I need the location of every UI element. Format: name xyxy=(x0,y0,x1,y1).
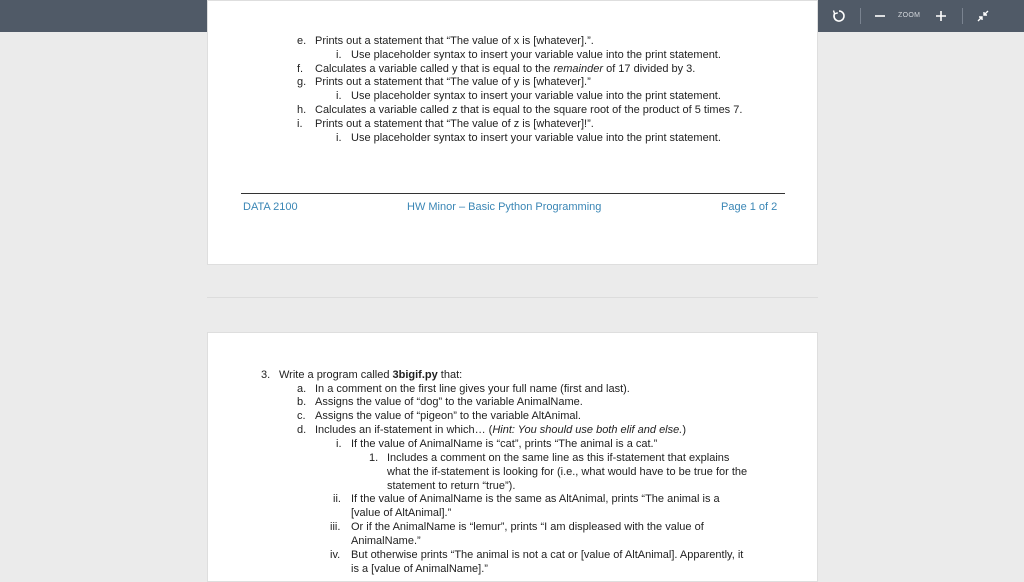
footer-page-number: Page 1 of 2 xyxy=(721,201,778,213)
zoom-label: ZOOM xyxy=(898,12,921,19)
list-marker: i. xyxy=(336,49,342,61)
list-item-continuation: AnimalName.” xyxy=(351,535,421,547)
list-item: Prints out a statement that “The value of z is [whatever]!”. xyxy=(315,118,594,130)
list-item: Or if the AnimalName is “lemur”, prints “I am displeased with the value of xyxy=(351,521,704,533)
list-marker: b. xyxy=(297,396,307,408)
zoom-out-icon[interactable] xyxy=(873,7,887,25)
list-item-continuation: is a [value of AnimalName].” xyxy=(351,563,488,575)
list-item: Use placeholder syntax to insert your variable value into the print statement. xyxy=(351,132,721,144)
list-marker: iv. xyxy=(330,549,341,561)
exit-fullscreen-icon[interactable] xyxy=(974,7,992,25)
list-marker: i. xyxy=(336,90,342,102)
toolbar-divider xyxy=(860,8,861,24)
list-marker: i. xyxy=(336,438,342,450)
list-item: Assigns the value of “pigeon” to the variable AltAnimal. xyxy=(315,410,581,422)
list-item: Calculates a variable called z that is equal to the square root of the product of 5 times 7. xyxy=(315,104,743,116)
list-marker: i. xyxy=(297,118,303,130)
list-item: Assigns the value of “dog” to the variable AnimalName. xyxy=(315,396,583,408)
footer-rule xyxy=(241,193,785,194)
zoom-in-icon[interactable] xyxy=(933,7,949,25)
list-item: In a comment on the first line gives your full name (first and last). xyxy=(315,383,630,395)
list-marker: h. xyxy=(297,104,307,116)
list-marker: e. xyxy=(297,35,307,47)
list-item: But otherwise prints “The animal is not a cat or [value of AltAnimal]. Apparently, it xyxy=(351,549,744,561)
list-item: Includes an if-statement in which… (Hint: You should use both elif and else.) xyxy=(315,424,686,436)
list-marker: i. xyxy=(336,132,342,144)
list-marker: c. xyxy=(297,410,306,422)
list-item-continuation: what the if-statement is looking for (i.e., what would have to be true for the xyxy=(387,466,748,478)
question-text: Write a program called 3bigif.py that: xyxy=(279,369,463,381)
list-marker: f. xyxy=(297,63,304,75)
question-number: 3. xyxy=(261,369,271,381)
list-item-continuation: statement to return “true”). xyxy=(387,480,516,492)
list-item: If the value of AnimalName is the same as AltAnimal, prints “The animal is a xyxy=(351,493,720,505)
list-item: Prints out a statement that “The value of y is [whatever].” xyxy=(315,76,591,88)
list-item: Use placeholder syntax to insert your variable value into the print statement. xyxy=(351,90,721,102)
list-item: Prints out a statement that “The value of x is [whatever].”. xyxy=(315,35,594,47)
list-item: Includes a comment on the same line as this if-statement that explains xyxy=(387,452,730,464)
footer-title: HW Minor – Basic Python Programming xyxy=(407,201,602,213)
footer-course: DATA 2100 xyxy=(243,201,298,213)
list-item: Calculates a variable called y that is equal to the remainder of 17 divided by 3. xyxy=(315,63,696,75)
rotate-icon[interactable] xyxy=(830,7,848,25)
list-item: If the value of AnimalName is “cat”, prints “The animal is a cat.” xyxy=(351,438,658,450)
list-marker: ii. xyxy=(333,493,341,505)
list-marker: 1. xyxy=(369,452,379,464)
page-separator xyxy=(207,297,818,298)
list-marker: d. xyxy=(297,424,307,436)
list-item: Use placeholder syntax to insert your variable value into the print statement. xyxy=(351,49,721,61)
list-item-continuation: [value of AltAnimal].” xyxy=(351,507,452,519)
list-marker: a. xyxy=(297,383,307,395)
toolbar-divider xyxy=(962,8,963,24)
list-marker: g. xyxy=(297,76,307,88)
list-marker: iii. xyxy=(330,521,341,533)
